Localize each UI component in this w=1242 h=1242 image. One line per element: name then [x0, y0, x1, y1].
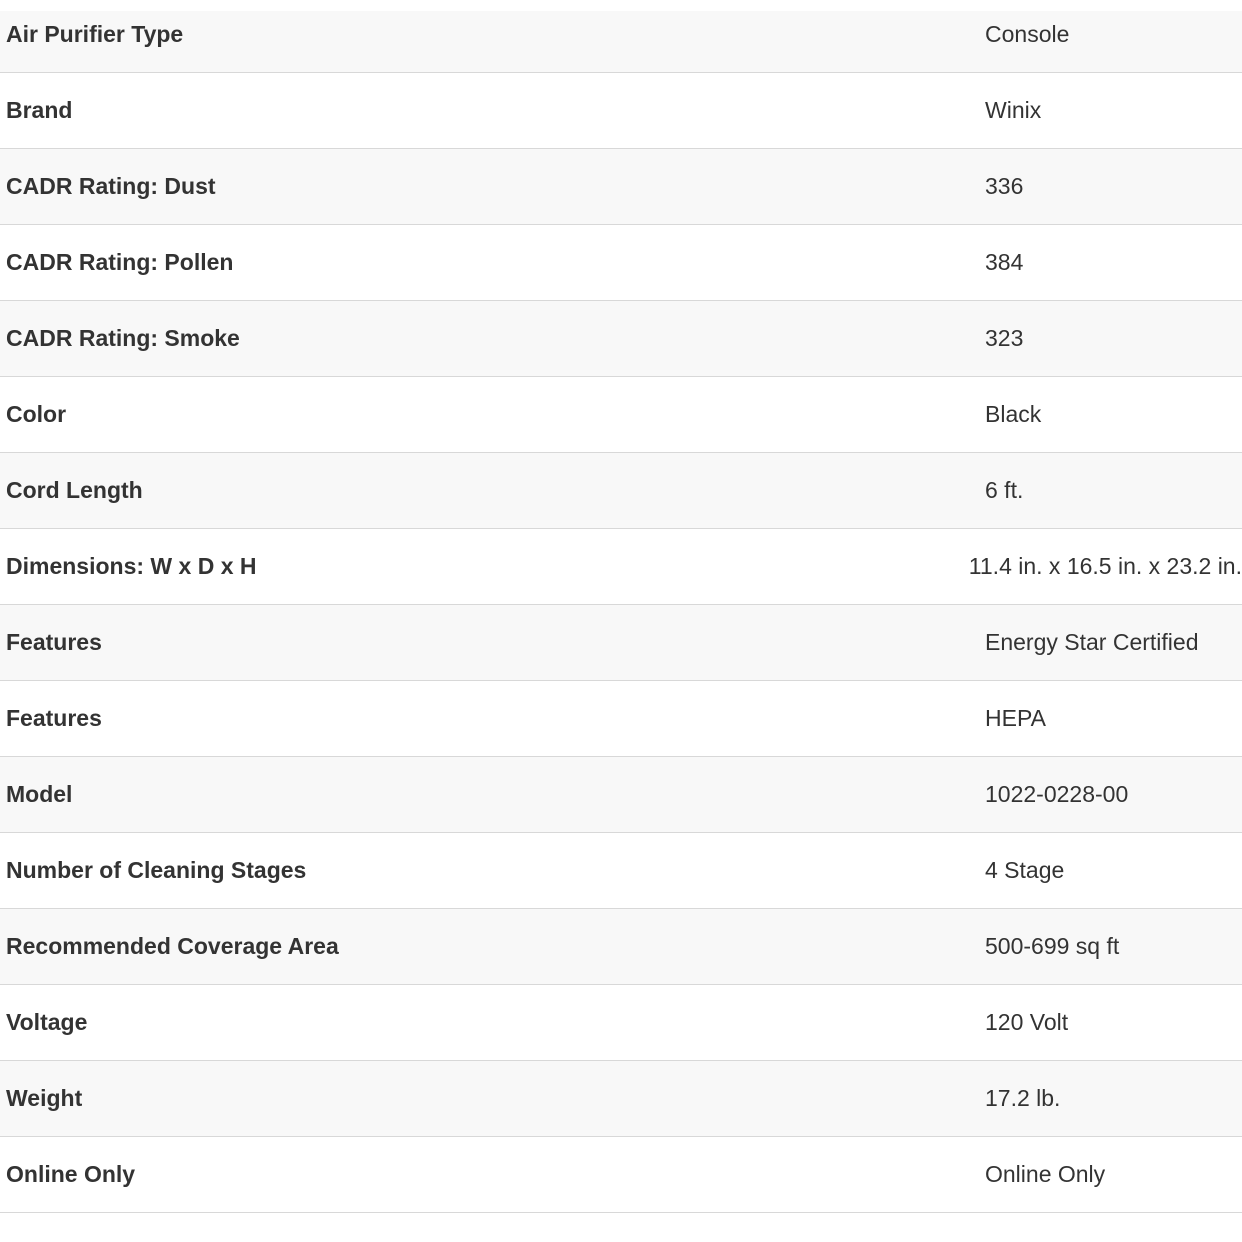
spec-row-features [0, 605, 1242, 681]
spec-label: Online Only [6, 1161, 136, 1187]
spec-row-color [0, 377, 1242, 453]
spec-value: 1022-0228-00 [985, 781, 1129, 807]
spec-row-cord-length [0, 453, 1242, 529]
spec-row-cadr-dust [0, 149, 1242, 225]
spec-label: Cord Length [6, 477, 143, 503]
spec-row-online-only [0, 1137, 1242, 1213]
spec-label: Model [6, 781, 73, 807]
spec-label: Dimensions: W x D x H [6, 553, 257, 579]
spec-label: Brand [6, 97, 73, 123]
spec-value: 500-699 sq ft [985, 933, 1120, 959]
spec-label: CADR Rating: Dust [6, 173, 216, 199]
spec-value: 17.2 lb. [985, 1085, 1061, 1111]
spec-value: Online Only [985, 1161, 1106, 1187]
spec-row-cadr-smoke [0, 301, 1242, 377]
spec-label: Features [6, 705, 102, 731]
spec-row-brand [0, 73, 1242, 149]
spec-label: CADR Rating: Smoke [6, 325, 240, 351]
spec-row-air-purifier-type [0, 11, 1242, 73]
spec-label: Weight [6, 1085, 83, 1111]
spec-row-cleaning-stages [0, 833, 1242, 909]
spec-row-weight [0, 1061, 1242, 1137]
spec-label: Number of Cleaning Stages [6, 857, 307, 883]
spec-value: HEPA [985, 705, 1046, 731]
spec-value: 11.4 in. x 16.5 in. x 23.2 in. [968, 553, 1242, 579]
spec-value: 4 Stage [985, 857, 1065, 883]
spec-label: Color [6, 401, 67, 427]
spec-value: Energy Star Certified [985, 629, 1199, 655]
spec-label: Air Purifier Type [6, 21, 184, 47]
spec-value: 323 [985, 325, 1024, 351]
spec-value: 384 [985, 249, 1024, 275]
spec-row-voltage [0, 985, 1242, 1061]
spec-label: Features [6, 629, 102, 655]
spec-value: Console [985, 21, 1070, 47]
spec-value: Black [985, 401, 1042, 427]
spec-row-cadr-pollen [0, 225, 1242, 301]
spec-label: CADR Rating: Pollen [6, 249, 234, 275]
spec-value: Winix [985, 97, 1042, 123]
spec-label: Voltage [6, 1009, 88, 1035]
spec-value: 336 [985, 173, 1024, 199]
spec-row-dimensions [0, 529, 1242, 605]
spec-value: 120 Volt [985, 1009, 1069, 1035]
spec-row-features [0, 681, 1242, 757]
spec-label: Recommended Coverage Area [6, 933, 339, 959]
spec-row-model [0, 757, 1242, 833]
spec-value: 6 ft. [985, 477, 1024, 503]
spec-row-coverage-area [0, 909, 1242, 985]
